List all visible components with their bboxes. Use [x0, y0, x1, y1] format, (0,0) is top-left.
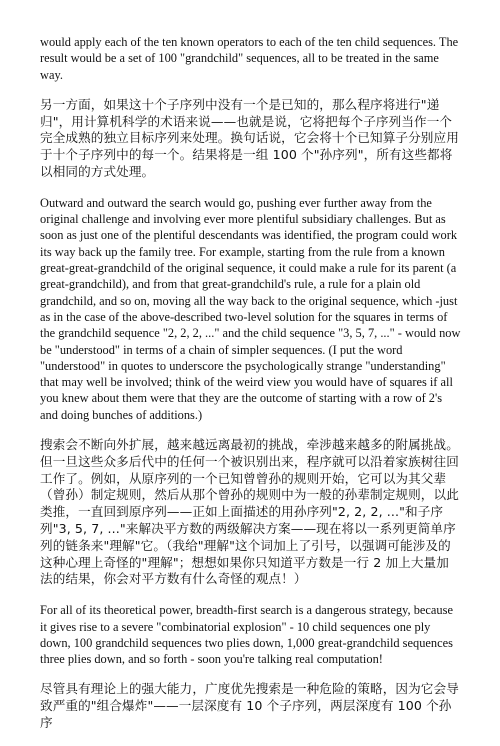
paragraph-chinese-1: 另一方面，如果这十个子序列中没有一个是已知的，那么程序将进行"递归"，用计算机科学的术语来说——也就是说，它将把每个子序列当作一个完全成熟的独立目标序列来处理。换句话说，它会将十个已知算子分别应用于十个子序列中的每一个。结果将是一组 100 个"孙序列"，所有这些都将以相同的方式处理。: [40, 96, 459, 180]
paragraph-chinese-3: 尽管具有理论上的强大能力，广度优先搜索是一种危险的策略，因为它会导致严重的"组合爆炸"——一层深度有 10 个子序列，两层深度有 100 个孙序: [40, 681, 459, 730]
paragraph-chinese-2: 搜索会不断向外扩展，越来越远离最初的挑战，牵涉越来越多的附属挑战。但一旦这些众多后代中的任何一个被识别出来，程序就可以沿着家族树往回工作了。例如，从原序列的一个已知曾曾孙的规则开始，它可以为其父辈（曾孙）制定规则，然后从那个曾孙的规则中为一般的孙辈制定规则，以此类推，一直回到原序列——正如上面描述的用孙序列"2, 2, 2, ..."和子序列"3, 5, 7, ..."来解决平方数的两级解决方案——现在将以一系列更简单序列的链条来"理解"它。（我给"理解"这个词加上了引号，以强调可能涉及的这种心理上奇怪的"理解"；想想如果你只知道平方数是一行 2 加上大量加法的结果，你会对平方数有什么奇怪的观点！）: [40, 437, 459, 587]
paragraph-english-2: Outward and outward the search would go, pushing ever further away from the original challenge and involving ever more plentiful subsidiary challenges. But as soon as just one of the plentiful descendants was identified, the program could work its way back up the family tree. For example, starting from the rule from a known great-great-grandchild of the original sequence, it could make a rule for its parent (a great-grandchild), and from that great-grandchild's rule, a rule for a plain old grandchild, and so on, moving all the way back to the original sequence, which -just as in the case of the above-described two-level solution for the squares in terms of the grandchild sequence "2, 2, 2, ..." and the child sequence "3, 5, 7, ..." - would now be "understood" in terms of a chain of simpler sequences. (I put the word "understood" in quotes to underscore the psychologically strange "understanding" that may well be involved; think of the weird view you would have of squares if all you knew about them were that they are the outcome of starting with a row of 2's and doing bunches of additions.): [40, 195, 461, 422]
paragraph-english-1: would apply each of the ten known operators to each of the ten child sequences. The result would be a set of 100 "grandchild" sequences, all to be treated in the same way.: [40, 35, 459, 82]
document-page: [40, 34, 461, 746]
paragraph-english-3: For all of its theoretical power, breadth-first search is a dangerous strategy, because it gives rise to a severe "combinatorial explosion" - 10 child sequences one ply down, 100 grandchild sequences two plies down, 1,000 great-grandchild sequences three plies down, and so forth - soon you're talking real computation!: [40, 603, 453, 667]
